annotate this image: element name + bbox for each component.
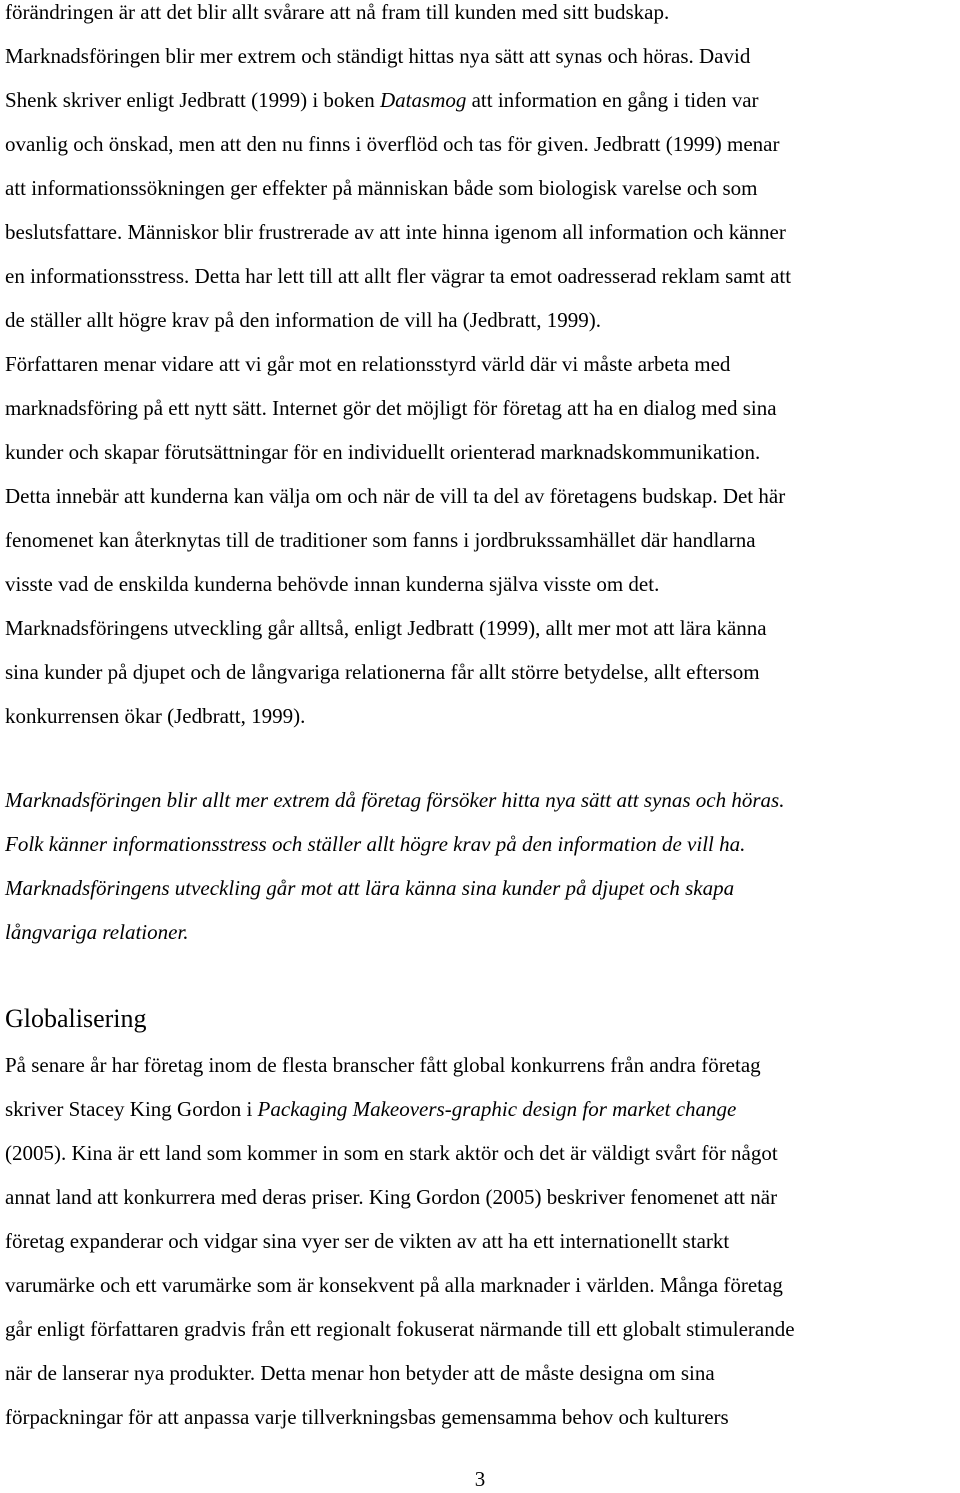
text-line: kunder och skapar förutsättningar för en individuellt orienterad marknadskommunikation. [5, 440, 761, 464]
text-line: Marknadsföringen blir mer extrem och ständigt hittas nya sätt att synas och höras. David [5, 44, 751, 68]
section-heading: Globalisering [5, 1004, 147, 1033]
text-line: en informationsstress. Detta har lett till att allt fler vägrar ta emot oadresserad reklam samt att [5, 264, 792, 288]
body-paragraph [5, 0, 791, 738]
text-line: annat land att konkurrera med deras priser. King Gordon (2005) beskriver fenomenet att när [5, 1185, 778, 1209]
book-title-datasmog: Datasmog [380, 88, 467, 112]
text-line: Shenk skriver enligt Jedbratt (1999) i boken Datasmog att information en gång i tiden var [5, 88, 759, 112]
text-line: fenomenet kan återknytas till de traditioner som fanns i jordbrukssamhället där handlarna [5, 528, 756, 552]
summary-line: Folk känner informationsstress och ställer allt högre krav på den information de vill ha. [5, 832, 746, 856]
text-line: Författaren menar vidare att vi går mot en relationsstyrd värld där vi måste arbeta med [5, 352, 731, 376]
text-line: förändringen är att det blir allt svårare att nå fram till kunden med sitt budskap. [5, 0, 670, 24]
text-line: beslutsfattare. Människor blir frustrerade av att inte hinna igenom all information och känner [5, 220, 786, 244]
text-line: På senare år har företag inom de flesta branscher fått global konkurrens från andra företag [5, 1053, 761, 1077]
text-line: går enligt författaren gradvis från ett regionalt fokuserat närmande till ett globalt stimulerande [5, 1317, 795, 1341]
text-line: konkurrensen ökar (Jedbratt, 1999). [5, 704, 306, 728]
text-line: sina kunder på djupet och de långvariga relationerna får allt större betydelse, allt eftersom [5, 660, 760, 684]
section-paragraph [5, 1043, 795, 1439]
page-number: 3 [474, 1467, 486, 1491]
text-line: skriver Stacey King Gordon i Packaging Makeovers-graphic design for market change [5, 1097, 737, 1121]
summary-line: långvariga relationer. [5, 920, 189, 944]
text-line: att informationssökningen ger effekter på människan både som biologisk varelse och som [5, 176, 758, 200]
italic-summary [5, 778, 784, 954]
text-line: marknadsföring på ett nytt sätt. Internet gör det möjligt för företag att ha en dialog med sina [5, 396, 777, 420]
text-line: de ställer allt högre krav på den information de vill ha (Jedbratt, 1999). [5, 308, 601, 332]
text-line: visste vad de enskilda kunderna behövde innan kunderna själva visste om det. [5, 572, 660, 596]
summary-line: Marknadsföringens utveckling går mot att lära känna sina kunder på djupet och skapa [5, 876, 735, 900]
text-line: Marknadsföringens utveckling går alltså, enligt Jedbratt (1999), allt mer mot att lära känna [5, 616, 767, 640]
text-line: Detta innebär att kunderna kan välja om och när de vill ta del av företagens budskap. Det här [5, 484, 786, 508]
text-line: förpackningar för att anpassa varje tillverkningsbas gemensamma behov och kulturers [5, 1405, 729, 1429]
book-title-packaging-makeovers: Packaging Makeovers-graphic design for market change [257, 1097, 737, 1121]
text-line: företag expanderar och vidgar sina vyer ser de vikten av att ha ett internationellt starkt [5, 1229, 730, 1253]
text-line: (2005). Kina är ett land som kommer in som en stark aktör och det är väldigt svårt för något [5, 1141, 778, 1165]
text-line: när de lanserar nya produkter. Detta menar hon betyder att de måste designa om sina [5, 1361, 715, 1385]
text-line: varumärke och ett varumärke som är konsekvent på alla marknader i världen. Många företag [5, 1273, 783, 1297]
summary-line: Marknadsföringen blir allt mer extrem då företag försöker hitta nya sätt att synas och höras. [5, 788, 785, 812]
text-line: ovanlig och önskad, men att den nu finns i överflöd och tas för given. Jedbratt (1999) menar [5, 132, 780, 156]
